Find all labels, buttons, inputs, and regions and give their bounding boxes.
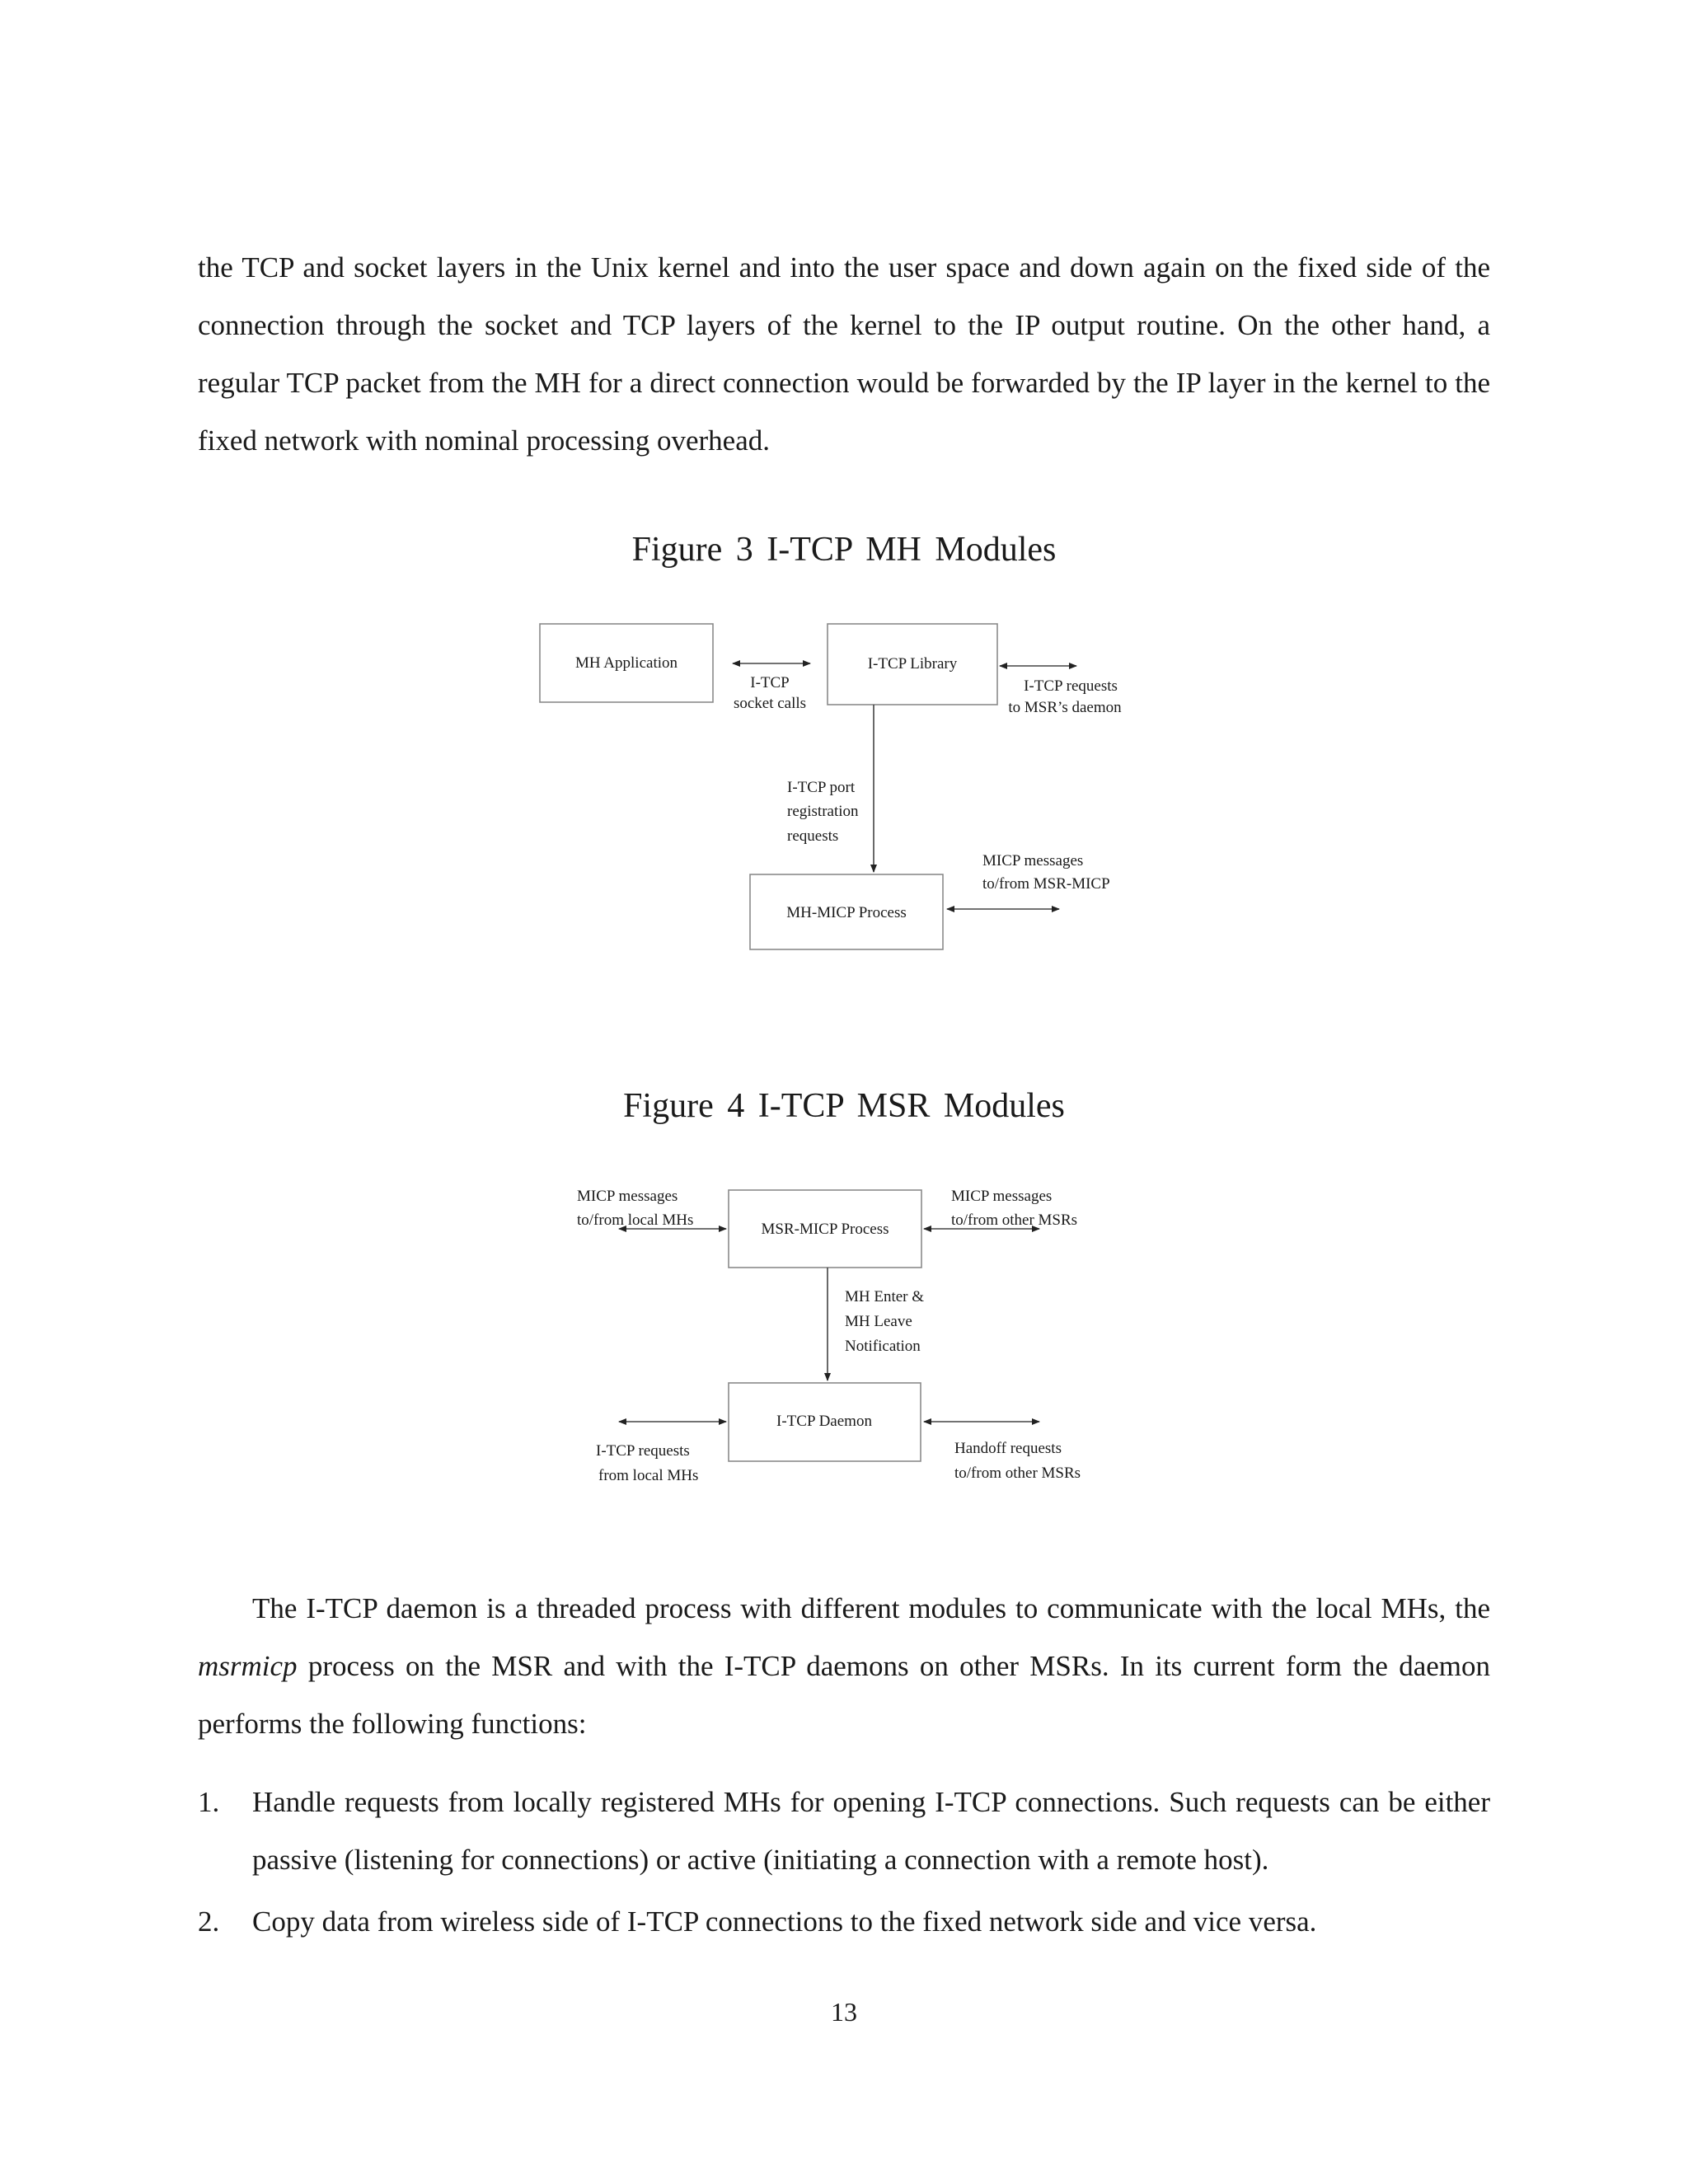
list-item-text: Handle requests from locally registered MHs for opening I-TCP connections. Such requests can be either passive (listening for connections) or active (initiating a connection with a remote host). xyxy=(252,1786,1490,1876)
msr-requests-label-1: I-TCP requests xyxy=(1024,677,1118,695)
paragraph-2-text-a: The I-TCP daemon is a threaded process with different modules to communicate with the local MHs, the xyxy=(252,1592,1490,1624)
port-registration-label-3: requests xyxy=(787,827,839,845)
micp-messages-label-2: to/from MSR-MICP xyxy=(982,875,1110,893)
msrmicp-term: msrmicp xyxy=(198,1650,298,1682)
list-item-number: 1. xyxy=(198,1786,220,1818)
body-paragraph-1: the TCP and socket layers in the Unix kernel and into the user space and down again on the fixed side of the connection through the socket and TCP layers of the kernel to the IP output routine. On the other hand, a regular TCP packet from the MH for a direct connection would be forwarded by the IP layer in the kernel to the fixed network with nominal processing overhead. xyxy=(198,251,1490,457)
msr-micp-process-label: MSR-MICP Process xyxy=(761,1221,889,1238)
list-item xyxy=(198,1893,1490,1951)
micp-other-label-2: to/from other MSRs xyxy=(951,1212,1078,1229)
figure-3-title: Figure 3 I-TCP MH Modules xyxy=(631,531,1057,569)
notification-label-1: MH Enter & xyxy=(845,1288,925,1305)
handoff-label-2: to/from other MSRs xyxy=(954,1465,1081,1482)
list-item-number: 2. xyxy=(198,1905,220,1938)
figure-4-title: Figure 4 I-TCP MSR Modules xyxy=(623,1087,1065,1125)
requests-local-label-1: I-TCP requests xyxy=(596,1442,690,1460)
msr-requests-label-2: to MSR’s daemon xyxy=(1008,699,1122,716)
page-number: 13 xyxy=(831,1997,857,2027)
socket-calls-label-1: I-TCP xyxy=(750,674,790,691)
notification-label-3: Notification xyxy=(845,1338,921,1355)
figure-4-diagram xyxy=(0,1154,1688,1525)
micp-local-label-1: MICP messages xyxy=(577,1188,678,1205)
mh-micp-process-label: MH-MICP Process xyxy=(786,904,907,921)
body-paragraph-2 xyxy=(198,1580,1490,1753)
micp-other-label-1: MICP messages xyxy=(951,1188,1053,1205)
port-registration-label-1: I-TCP port xyxy=(787,779,856,796)
itcp-library-label: I-TCP Library xyxy=(867,655,958,673)
mh-application-label: MH Application xyxy=(574,654,678,672)
micp-local-label-2: to/from local MHs xyxy=(577,1212,694,1229)
notification-label-2: MH Leave xyxy=(845,1313,912,1330)
requests-local-label-2: from local MHs xyxy=(598,1467,699,1484)
micp-messages-label-1: MICP messages xyxy=(982,852,1084,869)
paragraph-2-text-b: process on the MSR and with the I-TCP daemons on other MSRs. In its current form the daemon performs the following functions: xyxy=(198,1650,1490,1740)
itcp-daemon-label: I-TCP Daemon xyxy=(776,1413,872,1430)
handoff-label-1: Handoff requests xyxy=(954,1440,1062,1457)
socket-calls-label-2: socket calls xyxy=(733,695,807,712)
list-item xyxy=(198,1774,1490,1889)
figure-3-diagram xyxy=(0,593,1688,1005)
list-item-text: Copy data from wireless side of I-TCP connections to the fixed network side and vice versa. xyxy=(252,1905,1317,1938)
port-registration-label-2: registration xyxy=(787,803,859,820)
